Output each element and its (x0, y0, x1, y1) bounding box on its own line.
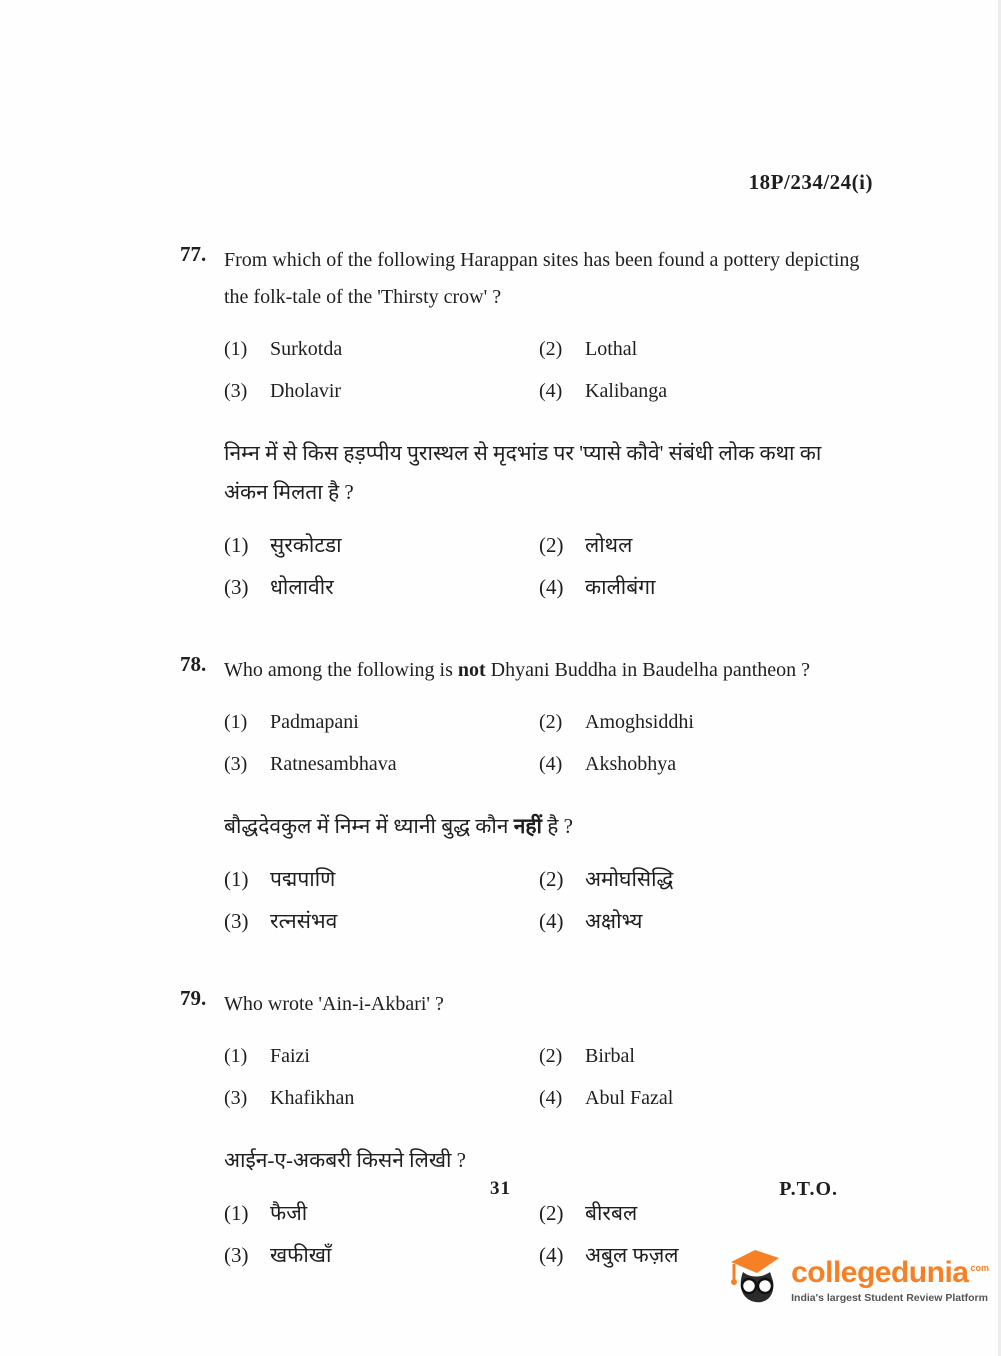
option-number: (3) (224, 1242, 249, 1267)
brand-word: collegedunia (791, 1255, 969, 1289)
question-text-hindi (224, 807, 869, 846)
option-number: (3) (224, 908, 249, 933)
option (539, 370, 880, 412)
question-text-bold: not (457, 659, 486, 681)
option-number: (2) (539, 337, 563, 360)
option-number: (2) (539, 1200, 564, 1225)
option-number: (4) (539, 908, 564, 933)
brand-suffix: com (970, 1262, 989, 1273)
options-hindi (224, 858, 880, 942)
option (539, 900, 880, 942)
option (224, 1234, 539, 1276)
option-number: (4) (539, 752, 563, 775)
option-number: (3) (224, 379, 248, 402)
option-number: (3) (224, 752, 248, 775)
option (224, 701, 539, 743)
option (539, 701, 880, 743)
option-number: (2) (539, 532, 564, 557)
pto-label: P.T.O. (779, 1178, 838, 1200)
option (539, 858, 880, 900)
option-number: (1) (224, 1044, 248, 1067)
question-text-part: आईन-ए-अकबरी किसने लिखी ? (224, 1148, 467, 1172)
collegedunia-mascot-icon (729, 1247, 781, 1314)
option (224, 524, 539, 566)
option-label: लोथल (585, 533, 633, 557)
option-number: (4) (539, 574, 564, 599)
option-label: Padmapani (270, 710, 359, 733)
question-text-hindi (224, 1141, 869, 1180)
option-label: अमोघसिद्धि (585, 867, 674, 891)
question-text-part: Dhyani Buddha in Baudelha pantheon ? (485, 659, 811, 681)
option-number: (4) (539, 1086, 563, 1109)
option-label: कालीबंगा (585, 575, 656, 599)
option-number: (4) (539, 1242, 564, 1267)
option-number: (2) (539, 1044, 563, 1067)
question-77 (180, 242, 880, 608)
option-number: (3) (224, 1086, 248, 1109)
option-label: Dholavir (270, 379, 342, 402)
options-hindi (224, 524, 880, 608)
option (224, 566, 539, 608)
option (539, 524, 880, 566)
collegedunia-logo-text (791, 1255, 989, 1304)
option (539, 1035, 880, 1077)
option-label: Abul Fazal (585, 1086, 674, 1109)
option-number: (2) (539, 866, 564, 891)
options-english (224, 701, 880, 785)
question-text-hindi (224, 434, 869, 512)
option (224, 900, 539, 942)
question-number: 77. (180, 242, 207, 266)
collegedunia-logo (729, 1247, 989, 1314)
question-text-part: Who among the following is (224, 659, 458, 681)
question-number: 79. (180, 986, 207, 1010)
option-label: Khafikhan (270, 1086, 355, 1109)
options-english (224, 1035, 880, 1119)
option-label: Ratnesambhava (270, 752, 397, 775)
brand-name (791, 1255, 989, 1289)
options-english (224, 328, 880, 412)
option (224, 1035, 539, 1077)
option-label: पद्मपाणि (270, 867, 336, 891)
option-number: (3) (224, 574, 249, 599)
question-79 (180, 986, 880, 1276)
paper-code: 18P/234/24(i) (748, 170, 873, 194)
question-number: 78. (180, 652, 207, 676)
option (539, 743, 880, 785)
brand-tagline: India's largest Student Review Platform (791, 1291, 988, 1304)
option-label: Kalibanga (585, 379, 668, 402)
option (224, 370, 539, 412)
option (224, 858, 539, 900)
question-text-english (224, 242, 869, 316)
option (539, 328, 880, 370)
option-label: Akshobhya (585, 752, 677, 775)
option (224, 743, 539, 785)
option-number: (1) (224, 337, 248, 360)
option-label: फैजी (270, 1201, 308, 1225)
option-label: सुरकोटडा (270, 533, 342, 557)
question-text-part: है ? (541, 814, 573, 838)
question-text-part: From which of the following Harappan sites has been found a pottery depicting the folk-tale of the 'Thirsty crow' ? (224, 249, 860, 308)
option-label: Amoghsiddhi (585, 710, 694, 733)
option-label: Lothal (585, 337, 638, 360)
page-number: 31 (490, 1178, 511, 1199)
question-text-part: बौद्धदेवकुल में निम्न में ध्यानी बुद्ध कौन (224, 814, 514, 838)
questions-area (180, 242, 880, 1320)
option-number: (1) (224, 532, 249, 557)
option-label: Faizi (270, 1044, 310, 1067)
question-text-english (224, 986, 869, 1023)
option-label: रत्नसंभव (270, 909, 338, 933)
option-label: अक्षोभ्य (585, 909, 643, 933)
option (539, 566, 880, 608)
question-text-english (224, 652, 869, 689)
option-number: (1) (224, 1200, 249, 1225)
option-number: (1) (224, 710, 248, 733)
option-label: अबुल फज़ल (585, 1243, 679, 1267)
option-number: (2) (539, 710, 563, 733)
option-label: Birbal (585, 1044, 635, 1067)
option-label: बीरबल (585, 1201, 638, 1225)
option (224, 1077, 539, 1119)
option-number: (1) (224, 866, 249, 891)
question-text-part: Who wrote 'Ain-i-Akbari' ? (224, 993, 444, 1015)
question-78 (180, 652, 880, 942)
option-label: धोलावीर (270, 575, 334, 599)
question-text-part: निम्न में से किस हड़प्पीय पुरास्थल से मृदभांड पर 'प्यासे कौवे' संबंधी लोक कथा का अंकन मिलता है ? (224, 441, 822, 504)
option (224, 328, 539, 370)
option-label: खफीखाँ (270, 1243, 332, 1267)
option-number: (4) (539, 379, 563, 402)
option-label: Surkotda (270, 337, 343, 360)
question-text-bold: नहीं (513, 814, 542, 838)
option (539, 1077, 880, 1119)
